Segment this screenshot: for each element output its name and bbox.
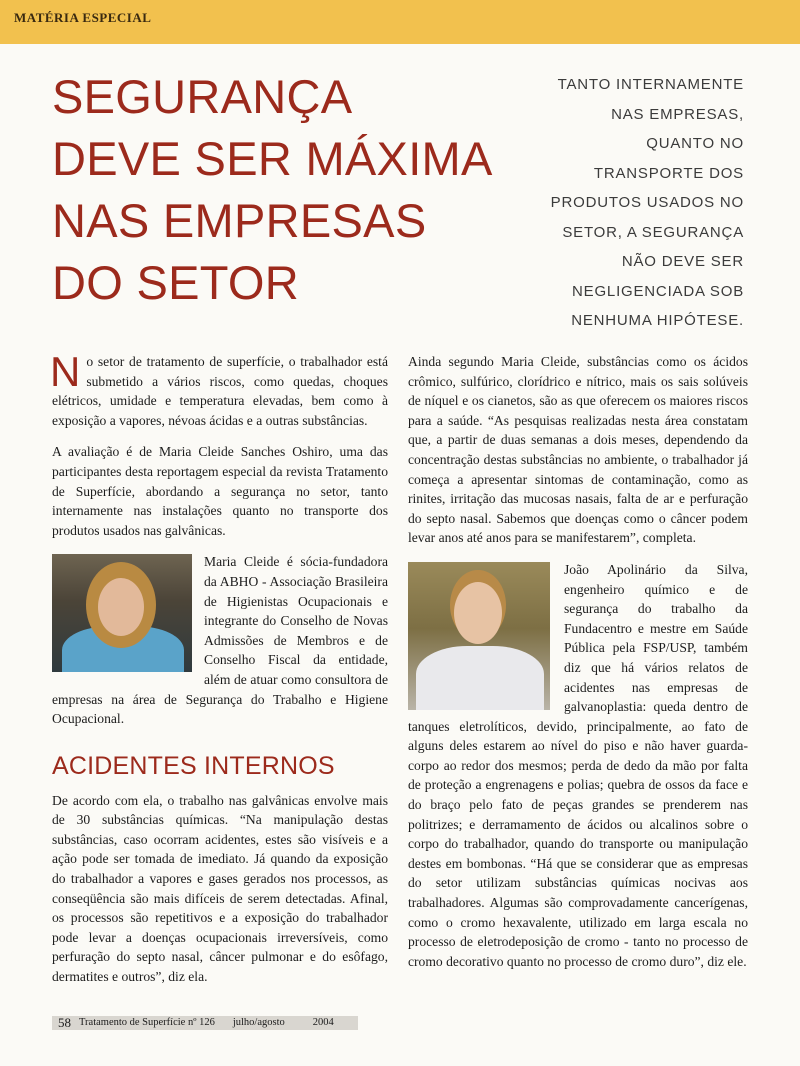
- body-paragraph: A avaliação é de Maria Cleide Sanches Oshiro, uma das participantes desta reportagem especial da revista Tratamento de Superfície, abordando a segurança no setor, tanto internamente nas instalações quanto no transporte dos produtos usados nas galvânicas.: [52, 444, 388, 538]
- subhead-line: NAS EMPRESAS,: [611, 105, 744, 123]
- maria-bio: Maria Cleide é sócia-fundadora da ABHO - Associação Brasileira de Higienistas Ocupacionais e integrante do Conselho de Novas Admissões de Membros e de Conselho Fiscal da entidade, além de atuar como consultora de empresas na área de Segurança do Trabalho e Higiene Ocupacional.: [52, 554, 388, 727]
- body-paragraph: De acordo com ela, o trabalho nas galvânicas envolve mais de 30 substâncias químicas. “Na manipulação destas substâncias, caso ocorram acidentes, estes são visíveis e a ação pode ser tomada de imediato. Já quando da exposição do trabalhador a vapores e gases gerados nos processos, as conseqüência são mais difíceis de serem detectadas. Afinal, os processos são repetitivos e a exposição do trabalhador pode levar a doenças ocupacionais irreversíveis, como perfuração do septo nasal, câncer pulmonar e do esôfago, dermatites e outros”, diz ela.: [52, 792, 388, 985]
- article-headline: [52, 66, 522, 314]
- intro-paragraph: [50, 348, 388, 430]
- issue-year: 2004: [312, 1017, 334, 1028]
- magazine-issue: Tratamento de Superfície nº 126: [79, 1017, 215, 1028]
- photo-figure-face: [454, 582, 502, 644]
- drop-cap: N: [50, 348, 81, 395]
- left-column: [50, 348, 388, 999]
- maria-cleide-photo: [52, 554, 192, 672]
- page-number: 58: [58, 1015, 71, 1030]
- right-column: [408, 352, 748, 983]
- page-footer: [52, 1016, 358, 1030]
- issue-period: julho/agosto: [232, 1017, 285, 1028]
- photo-figure-body: [416, 646, 544, 710]
- intro-text: o setor de tratamento de superfície, o trabalhador está submetido a vários riscos, como quedas, choques elétricos, umidade e temperatura elevadas, bem como à exposição a vapores, névoas ácidas e a outras substâncias.: [52, 354, 388, 428]
- section-label: MATÉRIA ESPECIAL: [14, 10, 152, 25]
- article-subhead: [504, 70, 744, 336]
- subhead-line: NEGLIGENCIADA SOB: [572, 282, 744, 300]
- joao-apolinario-photo: [408, 562, 550, 710]
- subhead-line: QUANTO NO: [646, 135, 744, 152]
- subhead-line: TRANSPORTE DOS: [593, 164, 744, 182]
- maria-block: [52, 552, 388, 728]
- section-heading: ACIDENTES INTERNOS: [52, 751, 335, 780]
- subhead-line: SETOR, A SEGURANÇA: [562, 223, 744, 241]
- headline-line: DEVE SER MÁXIMA: [52, 132, 493, 185]
- subhead-line: TANTO INTERNAMENTE: [557, 76, 744, 93]
- subhead-line: NÃO DEVE SER: [621, 253, 744, 270]
- joao-paragraph: João Apolinário da Silva, engenheiro químico e de segurança do trabalho da Fundacentro e mestre em Saúde Pública pela FSP/USP, também diz que há vários relatos de acidentes nas empresas de galvanoplastia: queda dentro de tanques eletrolíticos, devido, principalmente, ao fato de alguns deles estarem ao nível do piso e não haver guarda-corpo ao redor dos mesmos; perda de dedo da mão por falta de proteção a engrenagens e polias; quebra de ossos da face e do braço pelo fato de peças grandes se prenderem nas politrizes; e derramamento de ácidos ou alcalinos sobre o corpo do trabalhador, quando do transporte ou manipulação destes em bombonas. “Há que se considerar que as empresas do setor utilizam substâncias químicas nocivas aos trabalhadores. Algumas são comprovadamente cancerígenas, como o cromo hexavalente, utilizado em larga escala no processo de eletrodeposição de cromo - tanto no processo de cromo decorativo quanto no processo de cromo duro”, diz ele.: [408, 561, 748, 969]
- body-paragraph: Ainda segundo Maria Cleide, substâncias como os ácidos crômico, sulfúrico, clorídrico e nítrico, mais os sais solúveis de níquel e os cianetos, são as que oferecem os maiores riscos para a saúde. “As pesquisas realizadas nesta área constatam que, a partir de duas semanas a dois meses, dependendo da concentração destas substâncias no ambiente, o trabalhador já começa a apresentar sintomas de contaminação, como as rinites, irritação das mucosas nasais, falta de ar e perfuração do septo nasal. Sabemos que doenças como o câncer podem levar anos até anos para se manifestarem”, completa.: [408, 354, 748, 546]
- subhead-line: PRODUTOS USADOS NO: [550, 194, 744, 211]
- joao-block: [408, 560, 748, 971]
- section-band: [0, 0, 800, 44]
- headline-line: SEGURANÇA: [52, 70, 353, 123]
- photo-figure-face: [98, 578, 144, 636]
- headline-line: NAS EMPRESAS: [52, 194, 427, 247]
- headline-line: DO SETOR: [52, 256, 300, 309]
- subhead-line: NENHUMA HIPÓTESE.: [571, 312, 744, 329]
